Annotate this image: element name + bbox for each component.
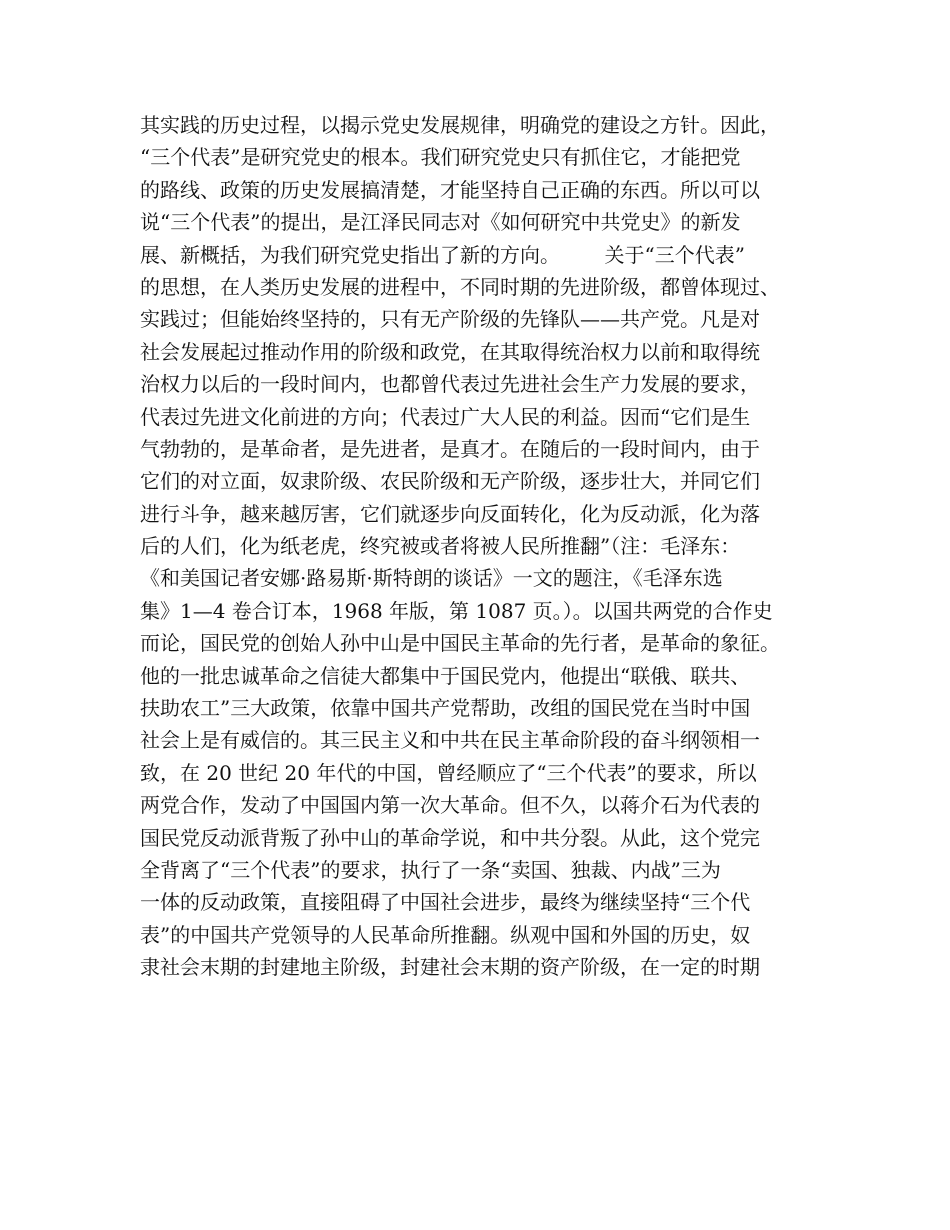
text-line: 隶社会末期的封建地主阶级，封建社会末期的资产阶级，在一定的时期	[140, 955, 760, 980]
text-line: 其实践的历史过程，以揭示党史发展规律，明确党的建设之方针。因此，	[140, 113, 780, 137]
text-line: 的思想，在人类历史发展的进程中，不同时期的先进阶级，都曾体现过、	[140, 274, 780, 299]
text-line: 表”的中国共产党领导的人民革命所推翻。纵观中国和外国的历史，奴	[140, 922, 751, 947]
text-line: “三个代表”是研究党史的根本。我们研究党史只有抓住它，才能把党	[140, 145, 741, 170]
text-line: 而论，国民党的创始人孙中山是中国民主革命的先行者，是革命的象征。	[140, 631, 780, 656]
body-text	[140, 109, 830, 984]
text-line: 《和美国记者安娜·路易斯·斯特朗的谈话》一文的题注，《毛泽东选	[140, 566, 723, 591]
text-line: 它们的对立面，奴隶阶级、农民阶级和无产阶级，逐步壮大，并同它们	[140, 469, 760, 494]
text-line: 社会上是有威信的。其三民主义和中共在民主革命阶段的奋斗纲领相一	[140, 728, 760, 753]
text-line: 代表过先进文化前进的方向；代表过广大人民的利益。因而“它们是生	[140, 404, 751, 429]
text-line: 展、新概括，为我们研究党史指出了新的方向。 关于“三个代表”	[140, 242, 745, 267]
text-line: 后的人们，化为纸老虎，终究被或者将被人民所推翻”（注：毛泽东：	[140, 534, 741, 559]
text-line: 两党合作，发动了中国国内第一次大革命。但不久，以蒋介石为代表的	[140, 793, 760, 818]
text-line: 国民党反动派背叛了孙中山的革命学说，和中共分裂。从此，这个党完	[140, 825, 760, 850]
text-line: 一体的反动政策，直接阻碍了中国社会进步，最终为继续坚持“三个代	[140, 890, 751, 915]
text-line: 他的一批忠诚革命之信徒大都集中于国民党内，他提出“联俄、联共、	[140, 663, 751, 688]
text-line: 进行斗争，越来越厉害，它们就逐步向反面转化，化为反动派，化为落	[140, 501, 760, 526]
text-line: 说“三个代表”的提出，是江泽民同志对《如何研究中共党史》的新发	[140, 210, 741, 235]
text-line: 扶助农工”三大政策，依靠中国共产党帮助，改组的国民党在当时中国	[140, 696, 751, 721]
text-line: 集》1—4 卷合订本，1968 年版，第 1087 页。）。以国共两党的合作史	[140, 598, 773, 623]
text-line: 治权力以后的一段时间内，也都曾代表过先进社会生产力发展的要求，	[140, 372, 760, 397]
text-line: 的路线、政策的历史发展搞清楚，才能坚持自己正确的东西。所以可以	[140, 177, 760, 202]
text-line: 实践过；但能始终坚持的，只有无产阶级的先锋队——共产党。凡是对	[140, 307, 760, 332]
text-line: 全背离了“三个代表”的要求，执行了一条“卖国、独裁、内战”三为	[140, 857, 721, 882]
text-line: 致，在 20 世纪 20 年代的中国，曾经顺应了“三个代表”的要求，所以	[140, 760, 757, 785]
text-line: 社会发展起过推动作用的阶级和政党，在其取得统治权力以前和取得统	[140, 339, 760, 364]
text-line: 气勃勃的，是革命者，是先进者，是真才。在随后的一段时间内，由于	[140, 436, 760, 461]
